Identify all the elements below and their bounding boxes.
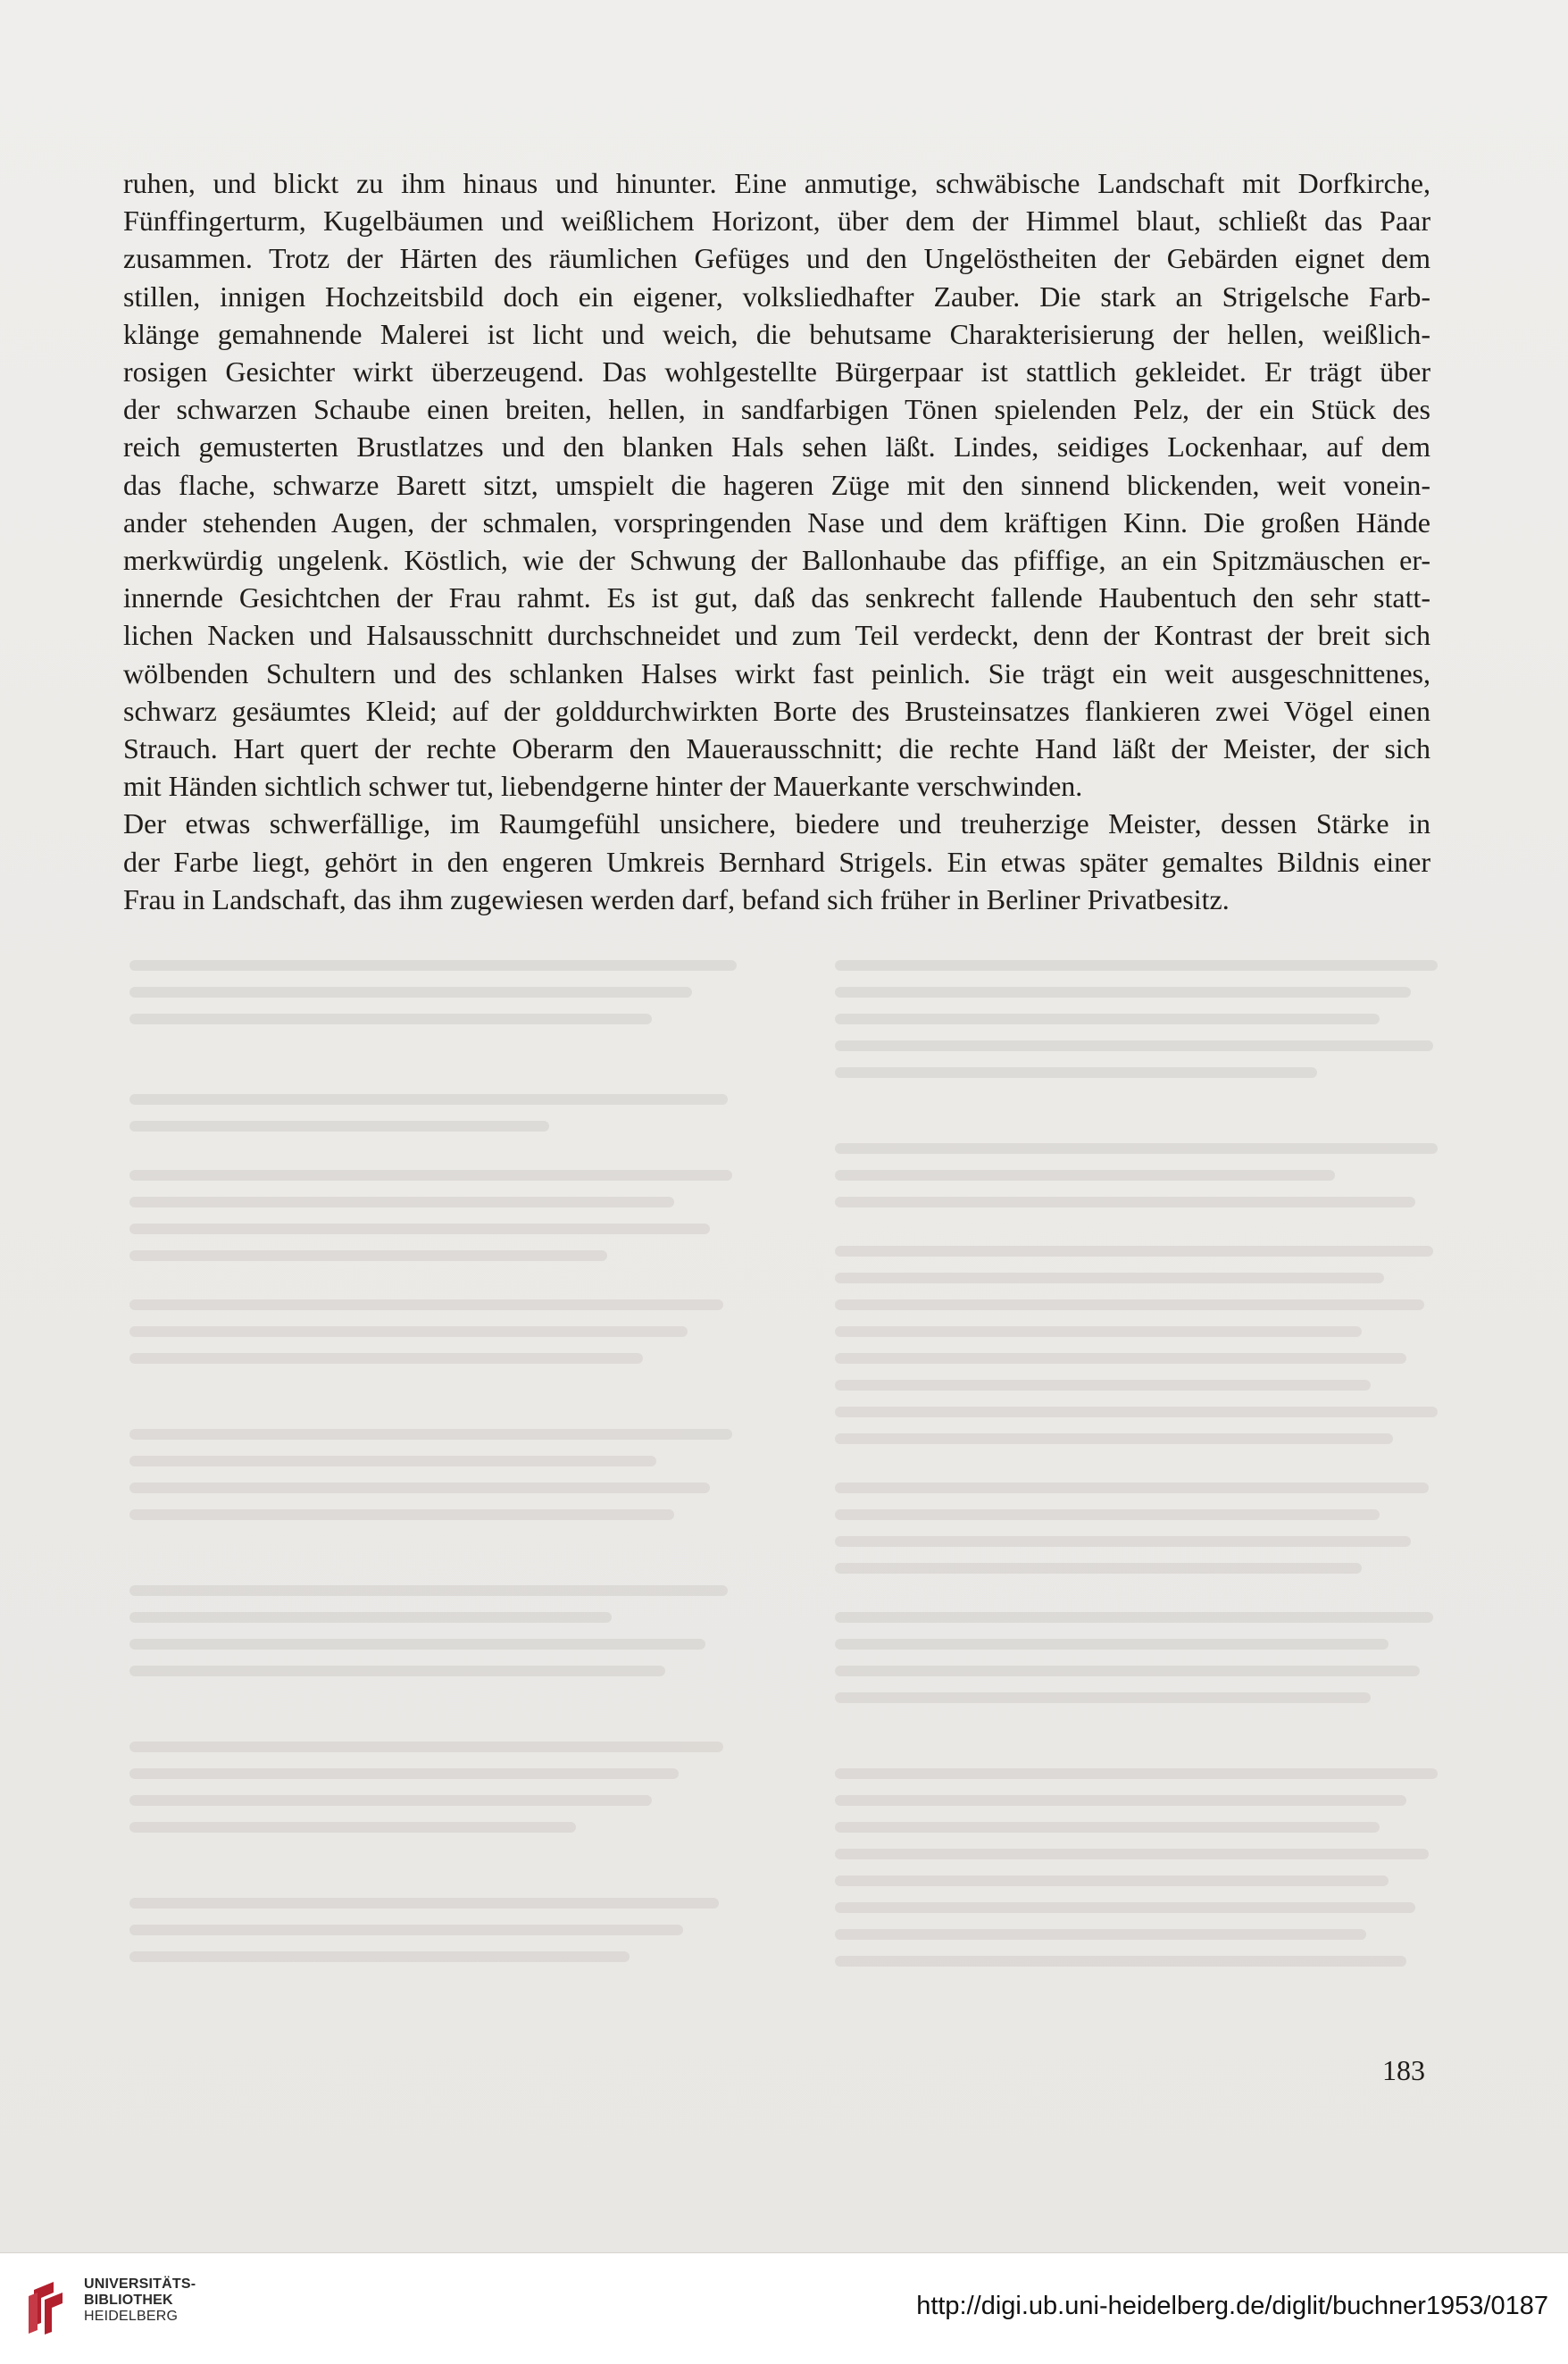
bleed-through-line	[129, 1224, 710, 1234]
bleed-through-line	[129, 1898, 719, 1909]
text-line: lichen Nacken und Halsausschnitt durchschneidet und zum Teil verdeckt, denn der Kontrast der breit sich	[123, 619, 1430, 652]
bleed-through-line	[835, 1639, 1389, 1650]
main-text-block	[123, 164, 1430, 918]
bleed-through-line	[835, 1483, 1429, 1493]
bleed-through-line	[835, 1380, 1371, 1391]
library-logo-icon	[25, 2278, 71, 2335]
library-logo[interactable]	[25, 2275, 230, 2343]
bleed-through-line	[129, 1822, 576, 1833]
bleed-through-line	[835, 1536, 1411, 1547]
text-line: klänge gemahnende Malerei ist licht und weich, die behutsame Charakterisierung der hellen, weißlich-	[123, 317, 1430, 350]
bleed-through-line	[129, 1429, 732, 1440]
bleed-through-line	[129, 960, 737, 971]
bleed-through-line	[129, 1326, 688, 1337]
bleed-through-line	[129, 1666, 665, 1676]
bleed-through-line	[835, 1143, 1438, 1154]
text-line: rosigen Gesichter wirkt überzeugend. Das wohlgestellte Bürgerpaar ist stattlich gekleidet. Er trägt über	[123, 355, 1430, 388]
footer-bar	[0, 2252, 1568, 2364]
bleed-through-line	[835, 1197, 1415, 1207]
text-line: merkwürdig ungelenk. Köstlich, wie der Schwung der Ballonhaube das pfiffige, an ein Spitzmäuschen er-	[123, 544, 1430, 577]
bleed-through-line	[129, 1925, 683, 1935]
bleed-through-line	[835, 1353, 1406, 1364]
bleed-through-line	[835, 1875, 1389, 1886]
text-line: Fünffingerturm, Kugelbäumen und weißlichem Horizont, über dem der Himmel blaut, schließt das Paar	[123, 205, 1430, 238]
bleed-through-line	[129, 1639, 705, 1650]
bleed-through-column-left	[129, 960, 746, 2014]
bleed-through-line	[835, 1067, 1317, 1078]
bleed-through-line	[129, 1456, 656, 1466]
bleed-through-line	[835, 1956, 1406, 1967]
bleed-through-line	[835, 1849, 1429, 1859]
bleed-through-line	[835, 1902, 1415, 1913]
bleed-through-line	[835, 1170, 1335, 1181]
text-line: Frau in Landschaft, das ihm zugewiesen werden darf, befand sich früher in Berliner Privatbesitz.	[123, 882, 1230, 915]
bleed-through-line	[835, 960, 1438, 971]
bleed-through-line	[835, 1299, 1424, 1310]
bleed-through-line	[129, 1250, 607, 1261]
bleed-through-line	[129, 1197, 674, 1207]
bleed-through-line	[129, 1014, 652, 1024]
bleed-through-line	[835, 1433, 1393, 1444]
library-logo-line: UNIVERSITÄTS-	[84, 2276, 196, 2292]
text-line: Der etwas schwerfällige, im Raumgefühl unsichere, biedere und treuherzige Meister, dessen Stärke in	[123, 807, 1430, 840]
bleed-through-line	[129, 1585, 728, 1596]
bleed-through-area	[129, 960, 1451, 2014]
text-line: der Farbe liegt, gehört in den engeren Umkreis Bernhard Strigels. Ein etwas später gemaltes Bildnis einer	[123, 845, 1430, 878]
text-line: Strauch. Hart quert der rechte Oberarm den Mauerausschnitt; die rechte Hand läßt der Meister, der sich	[123, 732, 1430, 765]
bleed-through-line	[129, 1094, 728, 1105]
text-line: stillen, innigen Hochzeitsbild doch ein eigener, volksliedhafter Zauber. Die stark an Strigelsche Farb-	[123, 280, 1430, 313]
bleed-through-line	[835, 1612, 1433, 1623]
bleed-through-line	[129, 1353, 643, 1364]
bleed-through-line	[129, 1121, 549, 1132]
bleed-through-line	[835, 1326, 1362, 1337]
bleed-through-line	[835, 1014, 1380, 1024]
source-url-link[interactable]: http://digi.ub.uni-heidelberg.de/diglit/buchner1953/0187	[916, 2292, 1548, 2320]
text-line: innernde Gesichtchen der Frau rahmt. Es ist gut, daß das senkrecht fallende Haubentuch den sehr statt-	[123, 581, 1430, 614]
bleed-through-line	[129, 1483, 710, 1493]
bleed-through-line	[835, 1407, 1438, 1417]
bleed-through-line	[129, 1742, 723, 1752]
page-number: 183	[1382, 2054, 1425, 2086]
bleed-through-line	[129, 1509, 674, 1520]
bleed-through-line	[835, 1768, 1438, 1779]
bleed-through-line	[835, 1563, 1362, 1574]
text-line: der schwarzen Schaube einen breiten, hellen, in sandfarbigen Tönen spielenden Pelz, der ein Stück des	[123, 393, 1430, 426]
text-line: reich gemusterten Brustlatzes und den blanken Hals sehen läßt. Lindes, seidiges Lockenhaar, auf dem	[123, 430, 1430, 464]
bleed-through-line	[129, 987, 692, 998]
bleed-through-line	[835, 1246, 1433, 1257]
library-logo-line: BIBLIOTHEK	[84, 2293, 173, 2308]
library-logo-line: HEIDELBERG	[84, 2309, 179, 2324]
bleed-through-line	[835, 1692, 1371, 1703]
bleed-through-line	[129, 1768, 679, 1779]
bleed-through-line	[129, 1795, 652, 1806]
text-line: wölbenden Schultern und des schlanken Halses wirkt fast peinlich. Sie trägt ein weit ausgeschnittenes,	[123, 656, 1430, 689]
bleed-through-line	[129, 1951, 630, 1962]
text-line: ruhen, und blickt zu ihm hinaus und hinunter. Eine anmutige, schwäbische Landschaft mit Dorfkirche,	[123, 167, 1430, 199]
bleed-through-line	[835, 1795, 1406, 1806]
text-line: schwarz gesäumtes Kleid; auf der golddurchwirkten Borte des Brusteinsatzes flankieren zwei Vögel einen	[123, 694, 1430, 727]
bleed-through-line	[835, 1509, 1380, 1520]
bleed-through-line	[835, 987, 1411, 998]
bleed-through-line	[129, 1299, 723, 1310]
bleed-through-line	[835, 1040, 1433, 1051]
bleed-through-line	[129, 1170, 732, 1181]
text-line: mit Händen sichtlich schwer tut, liebendgerne hinter der Mauerkante verschwinden.	[123, 770, 1083, 803]
bleed-through-line	[835, 1273, 1384, 1283]
bleed-through-column-right	[835, 960, 1451, 2014]
text-line: ander stehenden Augen, der schmalen, vorspringenden Nase und dem kräftigen Kinn. Die großen Hände	[123, 505, 1430, 539]
bleed-through-line	[835, 1929, 1366, 1940]
bleed-through-line	[129, 1612, 612, 1623]
bleed-through-line	[835, 1822, 1380, 1833]
bleed-through-line	[835, 1666, 1420, 1676]
library-logo-text	[84, 2276, 196, 2325]
text-line: das flache, schwarze Barett sitzt, umspielt die hageren Züge mit den sinnend blickenden, weit vonein-	[123, 468, 1430, 501]
text-line: zusammen. Trotz der Härten des räumlichen Gefüges und den Ungelöstheiten der Gebärden eignet dem	[123, 242, 1430, 275]
